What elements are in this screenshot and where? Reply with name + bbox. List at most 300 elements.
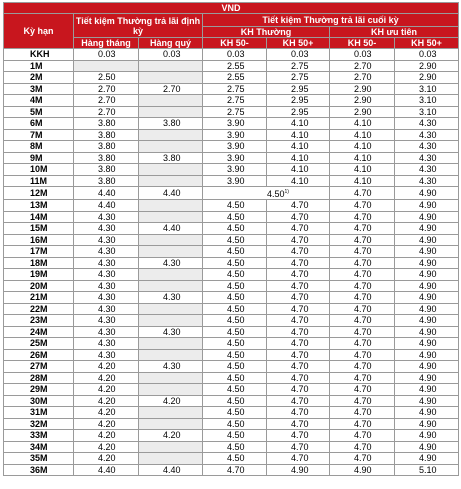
regular-under50-rate: 4.50 [203,384,267,396]
monthly-rate: 4.20 [74,407,139,419]
regular-over50-rate: 4.70 [267,200,330,212]
regular-under50-rate: 4.50 [203,292,267,304]
quarterly-rate: 4.20 [139,430,203,442]
priority-over50-rate: 5.10 [395,464,459,476]
priority-under50-header: KH 50- [330,38,395,49]
table-row [4,292,459,304]
regular-under50-rate: 4.50 [203,200,267,212]
priority-over50-rate: 4.90 [395,372,459,384]
quarterly-rate [139,234,203,246]
table-row [4,280,459,292]
quarterly-rate [139,303,203,315]
regular-over50-rate: 4.10 [267,141,330,153]
monthly-rate: 4.20 [74,361,139,373]
priority-over50-rate: 0.03 [395,49,459,61]
priority-under50-rate: 2.90 [330,95,395,107]
regular-under50-rate: 4.50 [203,257,267,269]
monthly-rate: 4.30 [74,326,139,338]
priority-under50-rate: 4.70 [330,211,395,223]
priority-under50-rate: 4.70 [330,280,395,292]
priority-over50-header: KH 50+ [395,38,459,49]
quarterly-rate [139,60,203,72]
regular-over50-rate: 0.03 [267,49,330,61]
end-term-group-header: Tiết kiệm Thường trả lãi cuối kỳ [203,14,459,27]
term-cell: 31M [4,407,74,419]
regular-under50-rate: 3.90 [203,152,267,164]
monthly-rate: 4.30 [74,257,139,269]
term-cell: 19M [4,269,74,281]
regular-over50-rate: 4.10 [267,152,330,164]
regular-under50-rate: 4.50 [203,349,267,361]
priority-under50-rate: 4.70 [330,303,395,315]
interest-rate-table [3,2,459,476]
quarterly-rate [139,338,203,350]
regular-under50-rate: 4.50 [203,315,267,327]
term-cell: 35M [4,453,74,465]
regular-over50-rate: 4.70 [267,384,330,396]
priority-over50-rate: 4.90 [395,395,459,407]
regular-under50-rate: 2.75 [203,106,267,118]
regular-under50-rate: 4.70 [203,464,267,476]
monthly-rate: 4.30 [74,280,139,292]
quarterly-rate: 2.70 [139,83,203,95]
regular-under50-rate: 4.50 [203,338,267,350]
quarterly-rate [139,269,203,281]
table-row [4,326,459,338]
term-cell: 20M [4,280,74,292]
monthly-rate: 3.80 [74,141,139,153]
priority-over50-rate: 4.90 [395,326,459,338]
table-row [4,418,459,430]
monthly-rate: 3.80 [74,164,139,176]
term-cell: 33M [4,430,74,442]
monthly-rate: 2.50 [74,72,139,84]
regular-over50-rate: 4.70 [267,326,330,338]
quarterly-rate: 4.40 [139,187,203,200]
regular-over50-rate: 2.95 [267,95,330,107]
priority-over50-rate: 4.30 [395,175,459,187]
regular-over50-rate: 4.70 [267,234,330,246]
regular-over50-rate: 4.70 [267,418,330,430]
term-cell: 25M [4,338,74,350]
table-row [4,372,459,384]
priority-under50-rate: 4.70 [330,418,395,430]
monthly-rate: 4.30 [74,315,139,327]
monthly-rate: 4.20 [74,430,139,442]
regular-under50-rate: 3.90 [203,141,267,153]
regular-under50-rate: 3.90 [203,175,267,187]
monthly-rate: 4.40 [74,200,139,212]
regular-over50-rate: 4.70 [267,453,330,465]
priority-under50-rate: 2.90 [330,106,395,118]
regular-under50-rate: 4.50 [203,453,267,465]
priority-under50-rate: 4.70 [330,326,395,338]
quarterly-rate: 4.30 [139,257,203,269]
priority-under50-rate: 4.10 [330,175,395,187]
priority-under50-rate: 4.70 [330,257,395,269]
regular-under50-rate: 4.50 [203,430,267,442]
regular-under50-rate: 4.50 [203,211,267,223]
regular-under50-rate: 3.90 [203,118,267,130]
quarterly-rate [139,418,203,430]
table-row [4,257,459,269]
term-header: Kỳ hạn [4,14,74,49]
monthly-rate: 4.30 [74,234,139,246]
quarterly-rate [139,211,203,223]
quarterly-rate: 4.40 [139,464,203,476]
priority-under50-rate: 4.70 [330,292,395,304]
priority-over50-rate: 4.90 [395,361,459,373]
monthly-rate: 4.30 [74,223,139,235]
priority-over50-rate: 2.90 [395,72,459,84]
priority-over50-rate: 4.90 [395,441,459,453]
priority-over50-rate: 4.90 [395,234,459,246]
priority-over50-rate: 3.10 [395,83,459,95]
priority-under50-rate: 2.90 [330,83,395,95]
term-cell: 36M [4,464,74,476]
table-row [4,211,459,223]
table-row [4,200,459,212]
priority-over50-rate: 4.90 [395,407,459,419]
monthly-rate: 4.30 [74,269,139,281]
monthly-rate: 4.30 [74,292,139,304]
priority-under50-rate: 4.70 [330,269,395,281]
regular-over50-rate: 4.70 [267,372,330,384]
monthly-rate: 4.20 [74,418,139,430]
table-row [4,234,459,246]
term-cell: 5M [4,106,74,118]
priority-over50-rate: 4.90 [395,200,459,212]
priority-over50-rate: 4.90 [395,211,459,223]
monthly-rate: 4.30 [74,349,139,361]
regular-merged-rate [203,187,330,200]
quarterly-rate [139,441,203,453]
priority-over50-rate: 4.90 [395,430,459,442]
regular-over50-rate: 4.70 [267,407,330,419]
table-row [4,187,459,200]
monthly-rate: 4.30 [74,303,139,315]
term-cell: 24M [4,326,74,338]
quarterly-rate [139,106,203,118]
term-cell: 30M [4,395,74,407]
priority-over50-rate: 4.90 [395,292,459,304]
priority-over50-rate: 3.10 [395,106,459,118]
table-row [4,407,459,419]
regular-over50-rate: 4.70 [267,338,330,350]
monthly-rate: 3.80 [74,175,139,187]
monthly-rate: 4.20 [74,372,139,384]
monthly-rate: 0.03 [74,49,139,61]
monthly-rate: 2.70 [74,83,139,95]
regular-under50-rate: 4.50 [203,395,267,407]
term-cell: 29M [4,384,74,396]
regular-under50-rate: 4.50 [203,246,267,258]
quarterly-rate: 3.80 [139,118,203,130]
priority-over50-rate: 4.90 [395,187,459,200]
priority-over50-rate: 4.90 [395,223,459,235]
rate-table-body [4,49,459,476]
regular-over50-rate: 4.70 [267,280,330,292]
quarterly-rate: 4.30 [139,292,203,304]
priority-over50-rate: 4.30 [395,152,459,164]
regular-under50-rate: 4.50 [203,223,267,235]
term-cell: 21M [4,292,74,304]
quarterly-rate [139,407,203,419]
priority-under50-rate: 0.03 [330,49,395,61]
term-cell: 3M [4,83,74,95]
regular-over50-rate: 4.10 [267,164,330,176]
term-cell: 9M [4,152,74,164]
term-cell: 16M [4,234,74,246]
regular-under50-rate: 4.50 [203,407,267,419]
table-row [4,361,459,373]
term-cell: 11M [4,175,74,187]
priority-over50-rate: 4.30 [395,141,459,153]
quarterly-rate: 3.80 [139,152,203,164]
priority-under50-rate: 4.70 [330,187,395,200]
quarterly-rate [139,384,203,396]
priority-over50-rate: 4.90 [395,418,459,430]
regular-over50-rate: 4.10 [267,129,330,141]
priority-under50-rate: 4.70 [330,453,395,465]
priority-under50-rate: 4.70 [330,200,395,212]
regular-under50-rate: 4.50 [203,269,267,281]
quarterly-rate [139,72,203,84]
priority-over50-rate: 4.90 [395,453,459,465]
monthly-rate: 2.70 [74,95,139,107]
monthly-rate: 4.20 [74,441,139,453]
regular-over50-rate: 4.70 [267,430,330,442]
priority-over50-rate: 2.90 [395,60,459,72]
priority-under50-rate: 4.70 [330,338,395,350]
term-cell: 32M [4,418,74,430]
priority-over50-rate: 4.30 [395,118,459,130]
term-cell: 12M [4,187,74,200]
quarterly-rate: 4.30 [139,326,203,338]
table-row [4,95,459,107]
table-row [4,464,459,476]
table-row [4,303,459,315]
term-cell: 8M [4,141,74,153]
priority-over50-rate: 4.90 [395,338,459,350]
table-row [4,246,459,258]
regular-under50-rate: 0.03 [203,49,267,61]
quarterly-rate: 4.20 [139,395,203,407]
table-row [4,141,459,153]
regular-under50-rate: 2.75 [203,83,267,95]
term-cell: 14M [4,211,74,223]
table-row [4,72,459,84]
regular-under50-rate: 4.50 [203,418,267,430]
quarterly-rate: 4.40 [139,223,203,235]
priority-under50-rate: 4.70 [330,407,395,419]
regular-over50-rate: 4.70 [267,303,330,315]
quarterly-rate [139,280,203,292]
table-row [4,49,459,61]
table-row [4,269,459,281]
priority-over50-rate: 4.90 [395,303,459,315]
monthly-rate: 4.20 [74,384,139,396]
quarterly-rate [139,315,203,327]
priority-under50-rate: 4.90 [330,464,395,476]
table-row [4,349,459,361]
priority-under50-rate: 4.70 [330,315,395,327]
regular-over50-rate: 4.70 [267,269,330,281]
term-cell: 22M [4,303,74,315]
priority-over50-rate: 4.30 [395,129,459,141]
regular-under50-rate: 2.75 [203,95,267,107]
priority-under50-rate: 2.70 [330,72,395,84]
periodic-group-header: Tiết kiệm Thường trả lãi định kỳ [74,14,203,38]
regular-over50-rate: 4.70 [267,211,330,223]
priority-under50-rate: 4.10 [330,152,395,164]
regular-over50-rate: 4.70 [267,395,330,407]
term-cell: 1M [4,60,74,72]
table-row [4,384,459,396]
priority-over50-rate: 4.90 [395,269,459,281]
priority-under50-rate: 4.70 [330,441,395,453]
term-cell: 6M [4,118,74,130]
priority-under50-rate: 4.10 [330,141,395,153]
quarterly-rate [139,453,203,465]
priority-under50-rate: 4.70 [330,372,395,384]
quarterly-rate: 0.03 [139,49,203,61]
monthly-rate: 4.40 [74,464,139,476]
quarterly-rate: 4.30 [139,361,203,373]
priority-under50-rate: 4.70 [330,395,395,407]
quarterly-rate [139,200,203,212]
priority-over50-rate: 4.90 [395,280,459,292]
monthly-header: Hàng tháng [74,38,139,49]
priority-under50-rate: 4.70 [330,361,395,373]
priority-under50-rate: 2.70 [330,60,395,72]
table-row [4,152,459,164]
regular-under50-rate: 3.90 [203,129,267,141]
monthly-rate: 3.80 [74,118,139,130]
table-row [4,118,459,130]
regular-under50-rate: 4.50 [203,441,267,453]
rate-value: 4.50 [267,189,285,199]
quarterly-rate [139,129,203,141]
monthly-rate: 2.70 [74,106,139,118]
priority-over50-rate: 4.30 [395,164,459,176]
term-cell: 18M [4,257,74,269]
priority-under50-rate: 4.70 [330,384,395,396]
priority-under50-rate: 4.10 [330,164,395,176]
monthly-rate: 4.30 [74,246,139,258]
term-cell: 13M [4,200,74,212]
priority-over50-rate: 4.90 [395,349,459,361]
term-cell: 34M [4,441,74,453]
regular-over50-rate: 4.90 [267,464,330,476]
regular-over50-rate: 2.95 [267,83,330,95]
regular-under50-header: KH 50- [203,38,267,49]
regular-over50-rate: 2.75 [267,72,330,84]
priority-over50-rate: 4.90 [395,246,459,258]
footnote-mark: 1) [284,189,289,195]
monthly-rate [74,60,139,72]
term-cell: 2M [4,72,74,84]
table-row [4,223,459,235]
table-row [4,106,459,118]
priority-under50-rate: 4.70 [330,349,395,361]
term-cell: 17M [4,246,74,258]
regular-under50-rate: 4.50 [203,361,267,373]
table-row [4,430,459,442]
quarterly-rate [139,349,203,361]
regular-under50-rate: 4.50 [203,234,267,246]
term-cell: 15M [4,223,74,235]
priority-under50-rate: 4.70 [330,246,395,258]
table-row [4,441,459,453]
regular-over50-rate: 4.70 [267,223,330,235]
priority-under50-rate: 4.70 [330,430,395,442]
regular-over50-rate: 2.75 [267,60,330,72]
regular-over50-rate: 4.70 [267,292,330,304]
regular-customer-header: KH Thường [203,27,330,38]
regular-over50-rate: 4.10 [267,118,330,130]
table-row [4,453,459,465]
table-row [4,338,459,350]
regular-under50-rate: 4.50 [203,303,267,315]
quarterly-header: Hàng quý [139,38,203,49]
regular-over50-rate: 2.95 [267,106,330,118]
regular-over50-rate: 4.70 [267,349,330,361]
monthly-rate: 4.30 [74,211,139,223]
table-row [4,315,459,327]
term-cell: 26M [4,349,74,361]
regular-under50-rate: 3.90 [203,164,267,176]
priority-under50-rate: 4.70 [330,234,395,246]
priority-customer-header: KH ưu tiên [330,27,459,38]
priority-under50-rate: 4.10 [330,129,395,141]
term-cell: 4M [4,95,74,107]
term-cell: 7M [4,129,74,141]
table-row [4,60,459,72]
term-cell: 27M [4,361,74,373]
priority-over50-rate: 3.10 [395,95,459,107]
regular-under50-rate: 4.50 [203,280,267,292]
monthly-rate: 3.80 [74,152,139,164]
term-cell: 28M [4,372,74,384]
monthly-rate: 4.20 [74,395,139,407]
term-cell: 10M [4,164,74,176]
table-row [4,164,459,176]
regular-over50-header: KH 50+ [267,38,330,49]
table-row [4,175,459,187]
regular-over50-rate: 4.70 [267,257,330,269]
table-row [4,83,459,95]
quarterly-rate [139,164,203,176]
table-row [4,395,459,407]
regular-over50-rate: 4.70 [267,246,330,258]
monthly-rate: 4.30 [74,338,139,350]
priority-under50-rate: 4.10 [330,118,395,130]
regular-under50-rate: 2.55 [203,72,267,84]
priority-over50-rate: 4.90 [395,384,459,396]
regular-under50-rate: 4.50 [203,372,267,384]
regular-over50-rate: 4.70 [267,315,330,327]
regular-under50-rate: 4.50 [203,326,267,338]
quarterly-rate [139,175,203,187]
monthly-rate: 4.20 [74,453,139,465]
priority-over50-rate: 4.90 [395,257,459,269]
monthly-rate: 3.80 [74,129,139,141]
regular-under50-rate: 2.55 [203,60,267,72]
quarterly-rate [139,246,203,258]
monthly-rate: 4.40 [74,187,139,200]
table-row [4,129,459,141]
